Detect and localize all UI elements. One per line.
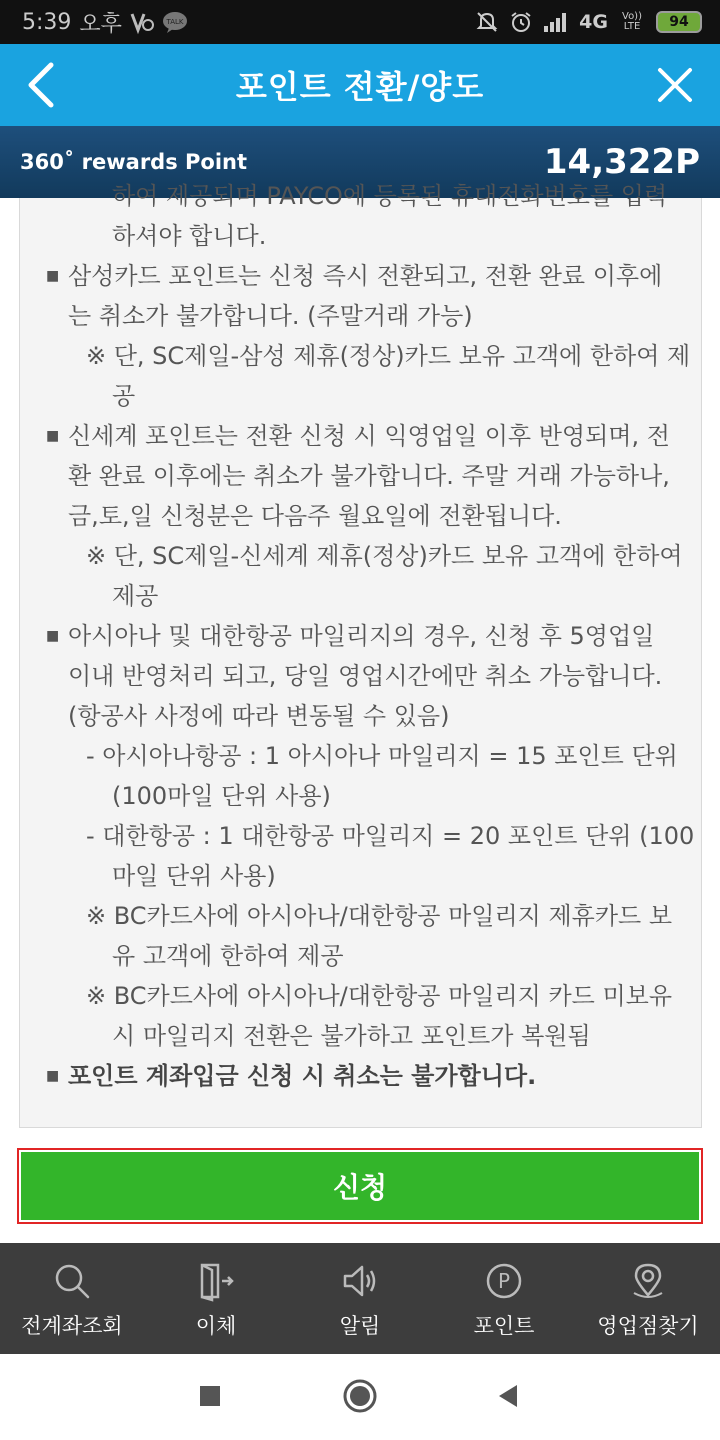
point-balance: 14,322P: [543, 142, 700, 182]
notice-line: 제공: [112, 582, 159, 610]
status-ampm: 오후: [79, 11, 122, 37]
notice-line: ※ BC카드사에 아시아나/대한항공 마일리지 카드 미보유: [86, 982, 673, 1010]
notice-line: 유 고객에 한하여 제공: [112, 942, 344, 970]
notice-bullet-text: 아시아나 및 대한항공 마일리지의 경우, 신청 후 5영업일: [68, 622, 655, 650]
svg-text:TALK: TALK: [166, 18, 184, 26]
notice-bullet-line: [46, 1056, 686, 1096]
apply-button-frame: [17, 1148, 703, 1224]
notice-line: 이내 반영처리 되고, 당일 영업시간에만 취소 가능합니다.: [68, 662, 663, 690]
bullet-square-icon: ■: [46, 628, 60, 644]
notice-line: (100마일 단위 사용): [112, 782, 331, 810]
notice-line: - 대한항공 : 1 대한항공 마일리지 = 20 포인트 단위 (100: [86, 822, 695, 850]
volte-label: Vo)) LTE: [622, 11, 642, 32]
nav-label: 이체: [195, 1313, 237, 1338]
nav-item-branch-finder[interactable]: [576, 1243, 720, 1354]
apply-button[interactable]: 신청: [21, 1152, 699, 1220]
back-button[interactable]: [10, 54, 70, 116]
android-nav-bar: [0, 1354, 720, 1440]
notice-box: [19, 182, 702, 1128]
search-icon: [49, 1258, 95, 1304]
nav-item-notification[interactable]: [288, 1243, 432, 1354]
close-icon: [656, 66, 694, 104]
alarm-icon: [509, 10, 533, 34]
nav-item-transfer[interactable]: [144, 1243, 288, 1354]
status-left: [0, 7, 188, 38]
talk-icon: [162, 11, 188, 33]
notice-bullet-text: 신세계 포인트는 전환 신청 시 익영업일 이후 반영되며, 전: [68, 422, 670, 450]
nav-label: 포인트: [473, 1313, 535, 1338]
close-button[interactable]: [644, 54, 706, 116]
network-type: 4G: [579, 11, 608, 33]
notice-line: ※ 단, SC제일-신세계 제휴(정상)카드 보유 고객에 한하여: [86, 542, 683, 570]
chevron-left-icon: [23, 61, 57, 109]
mute-icon: [475, 10, 499, 34]
status-time: 5:39: [22, 9, 72, 35]
transfer-icon: [193, 1258, 239, 1304]
notice-bullet-line: [46, 256, 686, 296]
notice-line: 환 완료 이후에는 취소가 불가합니다. 주말 거래 가능하나,: [68, 462, 670, 490]
svg-text:P: P: [497, 1268, 511, 1293]
notice-bullet-line: [46, 616, 686, 656]
bullet-square-icon: ■: [46, 428, 60, 444]
nav-label: 알림: [339, 1313, 381, 1338]
v3-app-icon: [130, 11, 154, 33]
signal-icon: [543, 12, 569, 32]
notice-line: 시 마일리지 전환은 불가하고 포인트가 복원됨: [112, 1022, 591, 1050]
location-icon: [625, 1258, 671, 1304]
recent-apps-button[interactable]: [186, 1372, 234, 1420]
volte-badge: [618, 12, 646, 32]
nav-item-point[interactable]: [432, 1243, 576, 1354]
notice-line: ※ BC카드사에 아시아나/대한항공 마일리지 제휴카드 보: [86, 902, 673, 930]
notice-bullet-text: 포인트 계좌입금 신청 시 취소는 불가합니다.: [68, 1062, 537, 1090]
notice-line: (항공사 사정에 따라 변동될 수 있음): [68, 702, 450, 730]
content-area[interactable]: [0, 182, 720, 1243]
square-icon: [198, 1384, 222, 1408]
speaker-icon: [337, 1258, 383, 1304]
notice-line: - 아시아나항공 : 1 아시아나 마일리지 = 15 포인트 단위: [86, 742, 678, 770]
app-header: [0, 44, 720, 126]
battery-level: 94: [669, 14, 689, 30]
notice-line: ※ 단, SC제일-삼성 제휴(정상)카드 보유 고객에 한하여 제: [86, 342, 691, 370]
status-bar: [0, 0, 720, 44]
notice-bullet-line: [46, 416, 686, 456]
notice-line: 하여 제공되며 PAYCO에 등록된 휴대전화번호를 입력: [112, 182, 668, 210]
battery-icon: [656, 11, 702, 33]
nav-item-account-inquiry[interactable]: [0, 1243, 144, 1354]
notice-text: [46, 176, 695, 1096]
bullet-square-icon: ■: [46, 1068, 60, 1084]
home-circle-icon: [342, 1378, 378, 1414]
notice-line: 마일 단위 사용): [112, 862, 276, 890]
home-button[interactable]: [336, 1372, 384, 1420]
bullet-square-icon: ■: [46, 268, 60, 284]
notice-line: 공: [112, 382, 136, 410]
status-right: [475, 0, 702, 44]
nav-label: 영업점찾기: [597, 1313, 699, 1338]
point-icon: [481, 1258, 527, 1304]
page-title: 포인트 전환/양도: [235, 68, 485, 106]
back-nav-button[interactable]: [484, 1372, 532, 1420]
bottom-nav: [0, 1243, 720, 1354]
notice-bullet-text: 삼성카드 포인트는 신청 즉시 전환되고, 전환 완료 이후에: [68, 262, 663, 290]
notice-line: 하셔야 합니다.: [112, 222, 267, 250]
notice-line: 금,토,일 신청분은 다음주 월요일에 전환됩니다.: [68, 502, 562, 530]
point-label: 360˚ rewards Point: [20, 150, 248, 174]
triangle-back-icon: [495, 1383, 521, 1409]
nav-label: 전계좌조회: [21, 1313, 123, 1338]
notice-line: 는 취소가 불가합니다. (주말거래 가능): [68, 302, 473, 330]
